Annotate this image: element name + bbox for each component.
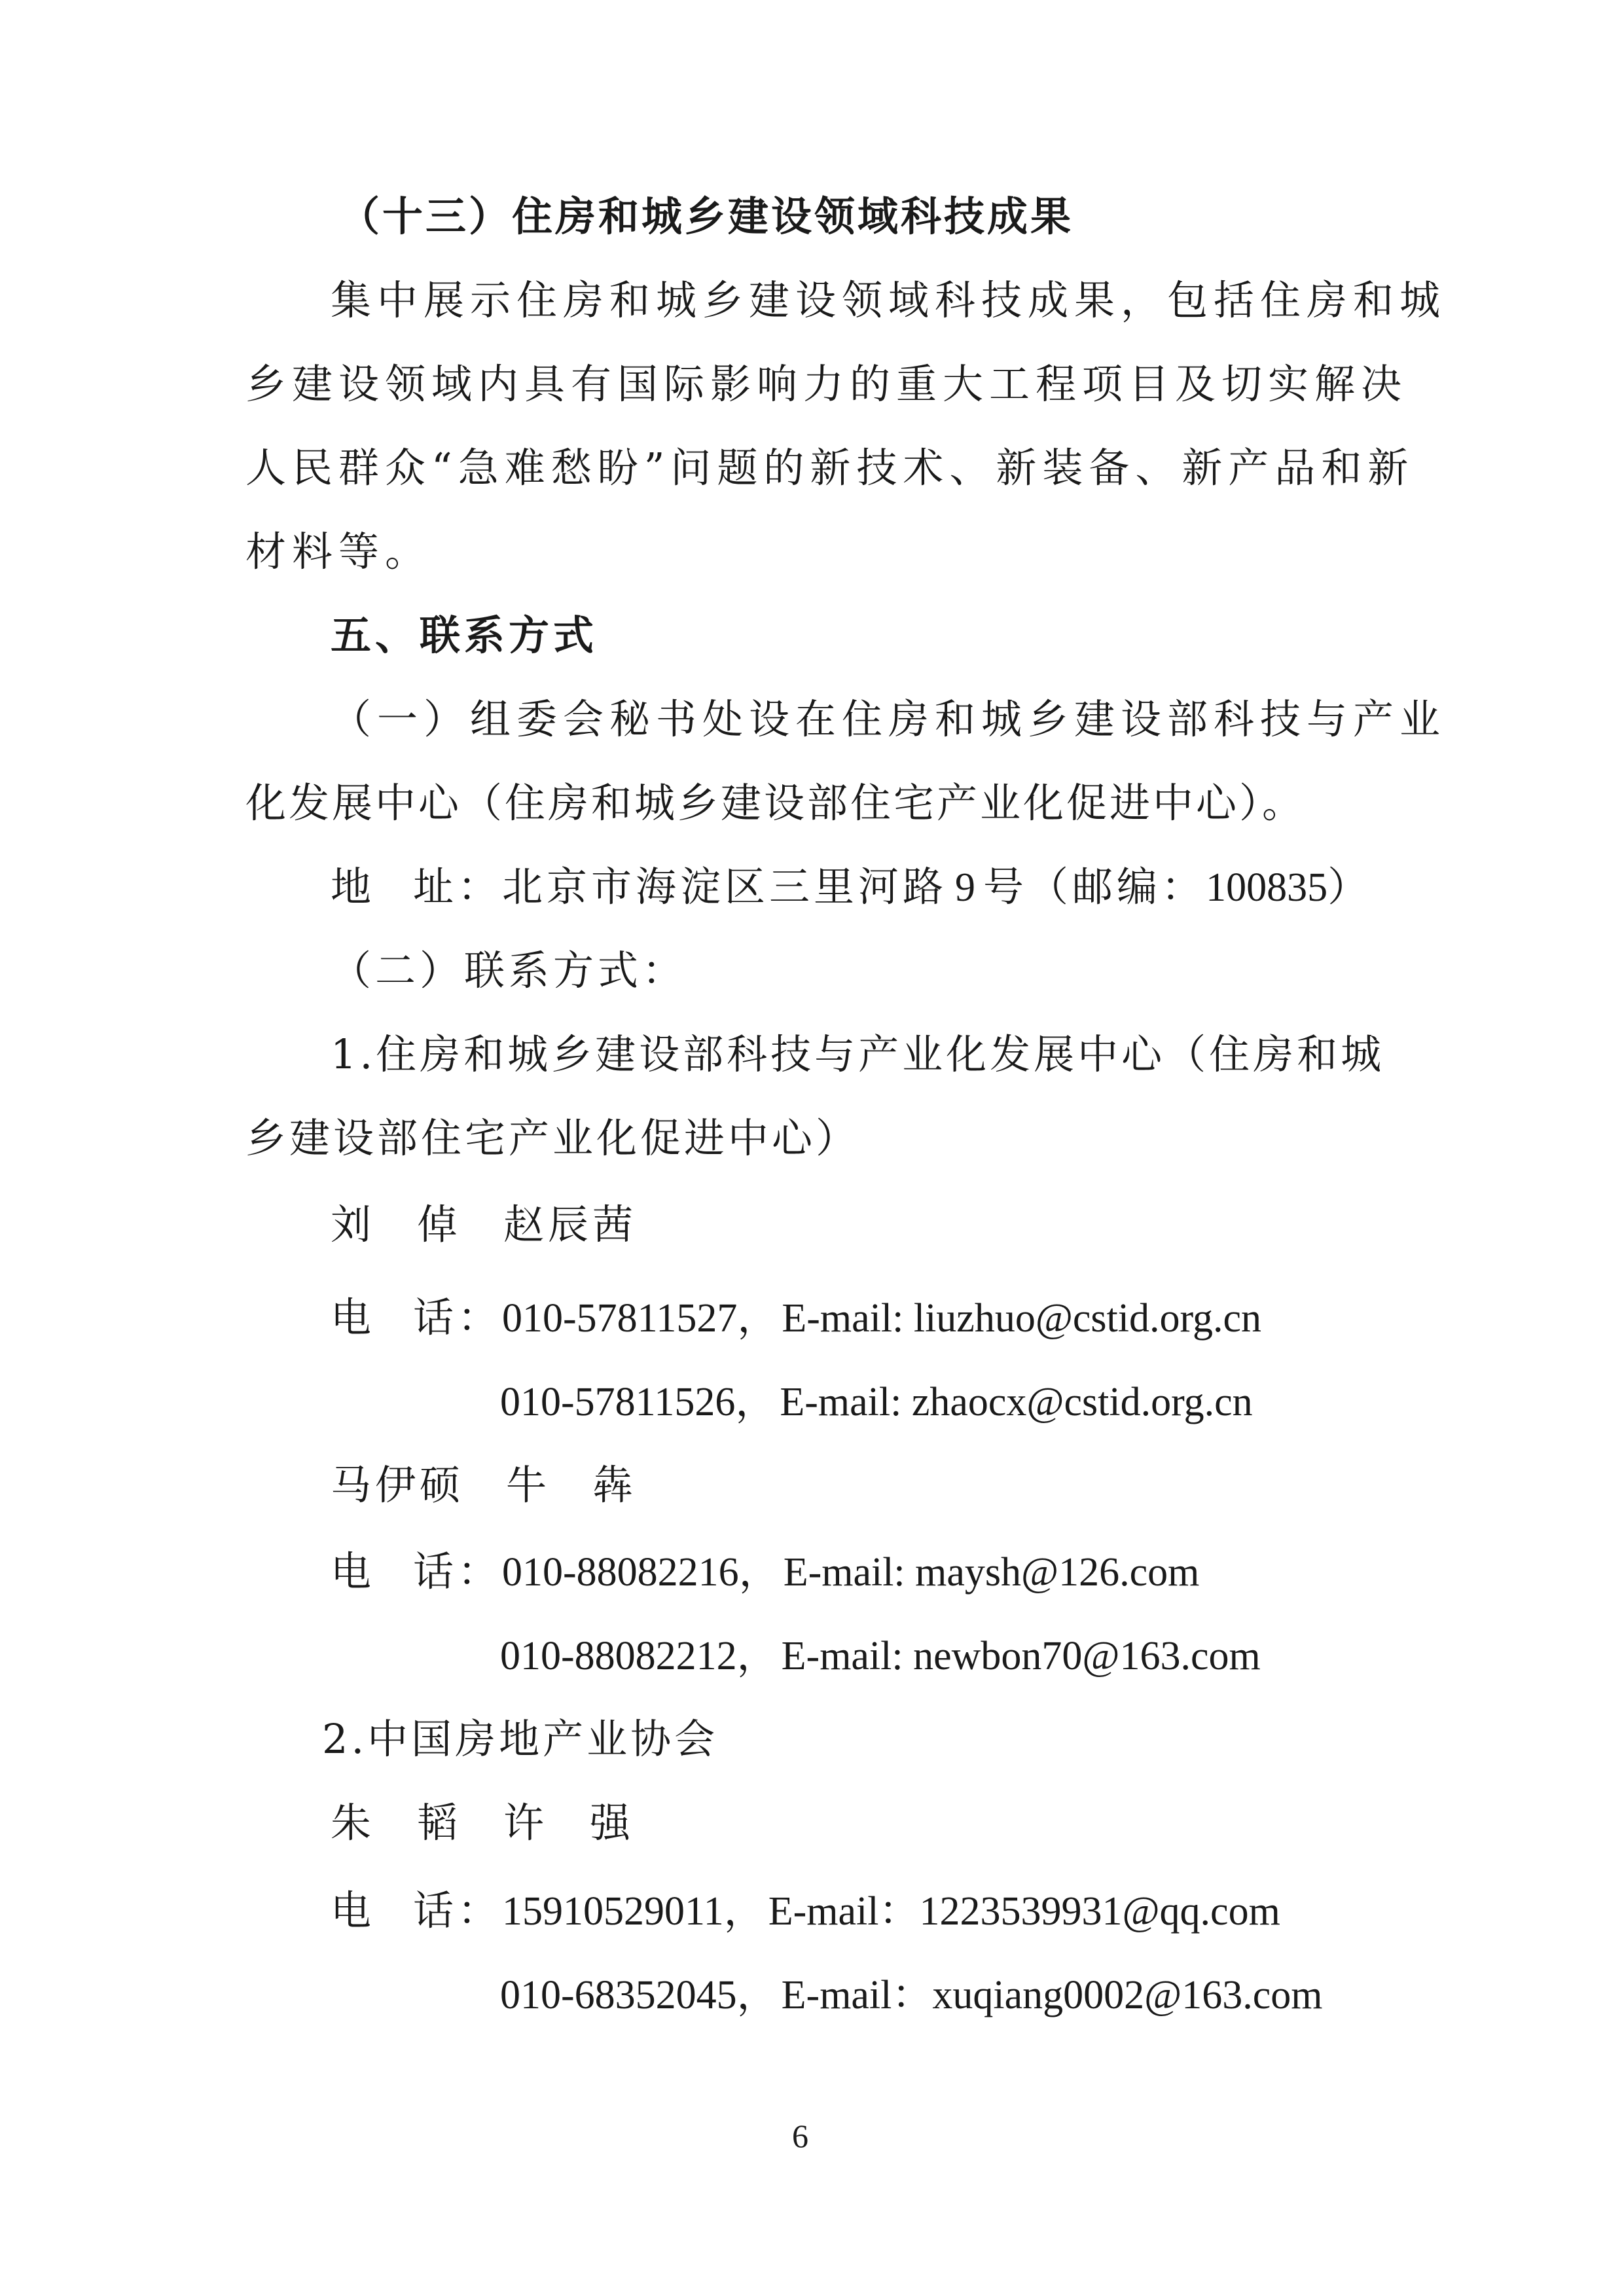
phone-number: 010-57811527 xyxy=(502,1296,738,1341)
phone-label-1: 电 xyxy=(331,1293,376,1341)
address-number: 9 xyxy=(955,865,976,910)
contact-name-part: 韬 xyxy=(417,1799,462,1847)
separator: ， xyxy=(737,1293,782,1341)
org2-line: 2.中国房地产业协会 xyxy=(322,1715,719,1763)
contact-name-part: 犇 xyxy=(592,1461,638,1509)
address-label-1: 地 xyxy=(331,863,376,911)
page-number: 6 xyxy=(792,2118,808,2154)
section-13-paragraph-line-3: 人民群众“急难愁盼”问题的新技术、新装备、新产品和新 xyxy=(245,444,1415,492)
address-value: 北京市海淀区三里河路 xyxy=(502,863,948,911)
address-close: ） xyxy=(1327,863,1373,911)
postcode: 100835 xyxy=(1206,865,1328,910)
contact-name: 赵辰茜 xyxy=(503,1201,638,1248)
email-text: E-mail：1223539931@qq.com xyxy=(768,1889,1280,1934)
address-label-2: 址： xyxy=(413,863,503,911)
phone-label-1: 电 xyxy=(331,1547,376,1595)
phone-row xyxy=(500,1970,1323,2018)
phone-label-2: 话： xyxy=(413,1547,503,1595)
org1-names-row-2 xyxy=(331,1461,638,1509)
email-text: E-mail: liuzhuo@cstid.org.cn xyxy=(782,1296,1262,1341)
contact-name: 马伊硕 xyxy=(331,1461,465,1509)
phone-number: 010-57811526 xyxy=(500,1380,736,1424)
separator: ， xyxy=(736,1970,782,2018)
contact-name-part: 倬 xyxy=(417,1201,462,1248)
org1-line-2: 乡建设部住宅产业化促进中心） xyxy=(245,1114,860,1162)
email-text: E-mail: newbon70@163.com xyxy=(781,1634,1261,1678)
section-13-paragraph-line-4: 材料等。 xyxy=(245,528,432,575)
section-13-paragraph-line-1: 集中展示住房和城乡建设领域科技成果，包括住房和城 xyxy=(331,276,1447,324)
contact-name-part: 刘 xyxy=(331,1201,376,1248)
separator: ， xyxy=(736,1631,782,1679)
section-13-paragraph-line-2: 乡建设领域内具有国际影响力的重大工程项目及切实解决 xyxy=(245,360,1408,408)
org2-names-row xyxy=(331,1799,635,1847)
contact-name-part: 牛 xyxy=(506,1461,551,1509)
phone-row xyxy=(331,1293,1262,1341)
secretariat-line-1: （一）组委会秘书处设在住房和城乡建设部科技与产业 xyxy=(331,695,1447,743)
section-13-heading: （十三）住房和城乡建设领域科技成果 xyxy=(339,192,1074,240)
phone-number: 010-88082212 xyxy=(500,1634,737,1678)
contact-name-part: 朱 xyxy=(331,1799,376,1847)
phone-row xyxy=(331,1547,1200,1595)
address-line xyxy=(331,863,1373,911)
phone-row xyxy=(500,1631,1261,1679)
contact-name-part: 许 xyxy=(503,1799,549,1847)
separator: ， xyxy=(738,1547,784,1595)
address-suffix: 号（邮编： xyxy=(983,863,1206,911)
org1-names-row-1 xyxy=(331,1201,638,1248)
phone-number: 010-68352045 xyxy=(500,1973,737,2017)
email-text: E-mail: zhaocx@cstid.org.cn xyxy=(780,1380,1253,1424)
contact-methods-heading: （二）联系方式： xyxy=(331,947,687,994)
email-text: E-mail: maysh@126.com xyxy=(783,1550,1200,1595)
phone-label-1: 电 xyxy=(331,1887,376,1934)
secretariat-line-2: 化发展中心（住房和城乡建设部住宅产业化促进中心）。 xyxy=(245,779,1306,827)
phone-number: 15910529011 xyxy=(502,1889,724,1934)
phone-row xyxy=(500,1377,1253,1425)
phone-label-2: 话： xyxy=(413,1293,503,1341)
contact-section-heading: 五、联系方式 xyxy=(331,611,598,659)
org1-line-1: 1.住房和城乡建设部科技与产业化发展中心（住房和城 xyxy=(331,1030,1385,1078)
separator: ， xyxy=(723,1887,768,1934)
contact-name-part: 强 xyxy=(590,1799,635,1847)
email-text: E-mail：xuqiang0002@163.com xyxy=(781,1973,1323,2017)
phone-number: 010-88082216 xyxy=(502,1550,739,1595)
separator: ， xyxy=(735,1377,780,1425)
phone-label-2: 话： xyxy=(413,1887,503,1934)
phone-row xyxy=(331,1887,1280,1934)
